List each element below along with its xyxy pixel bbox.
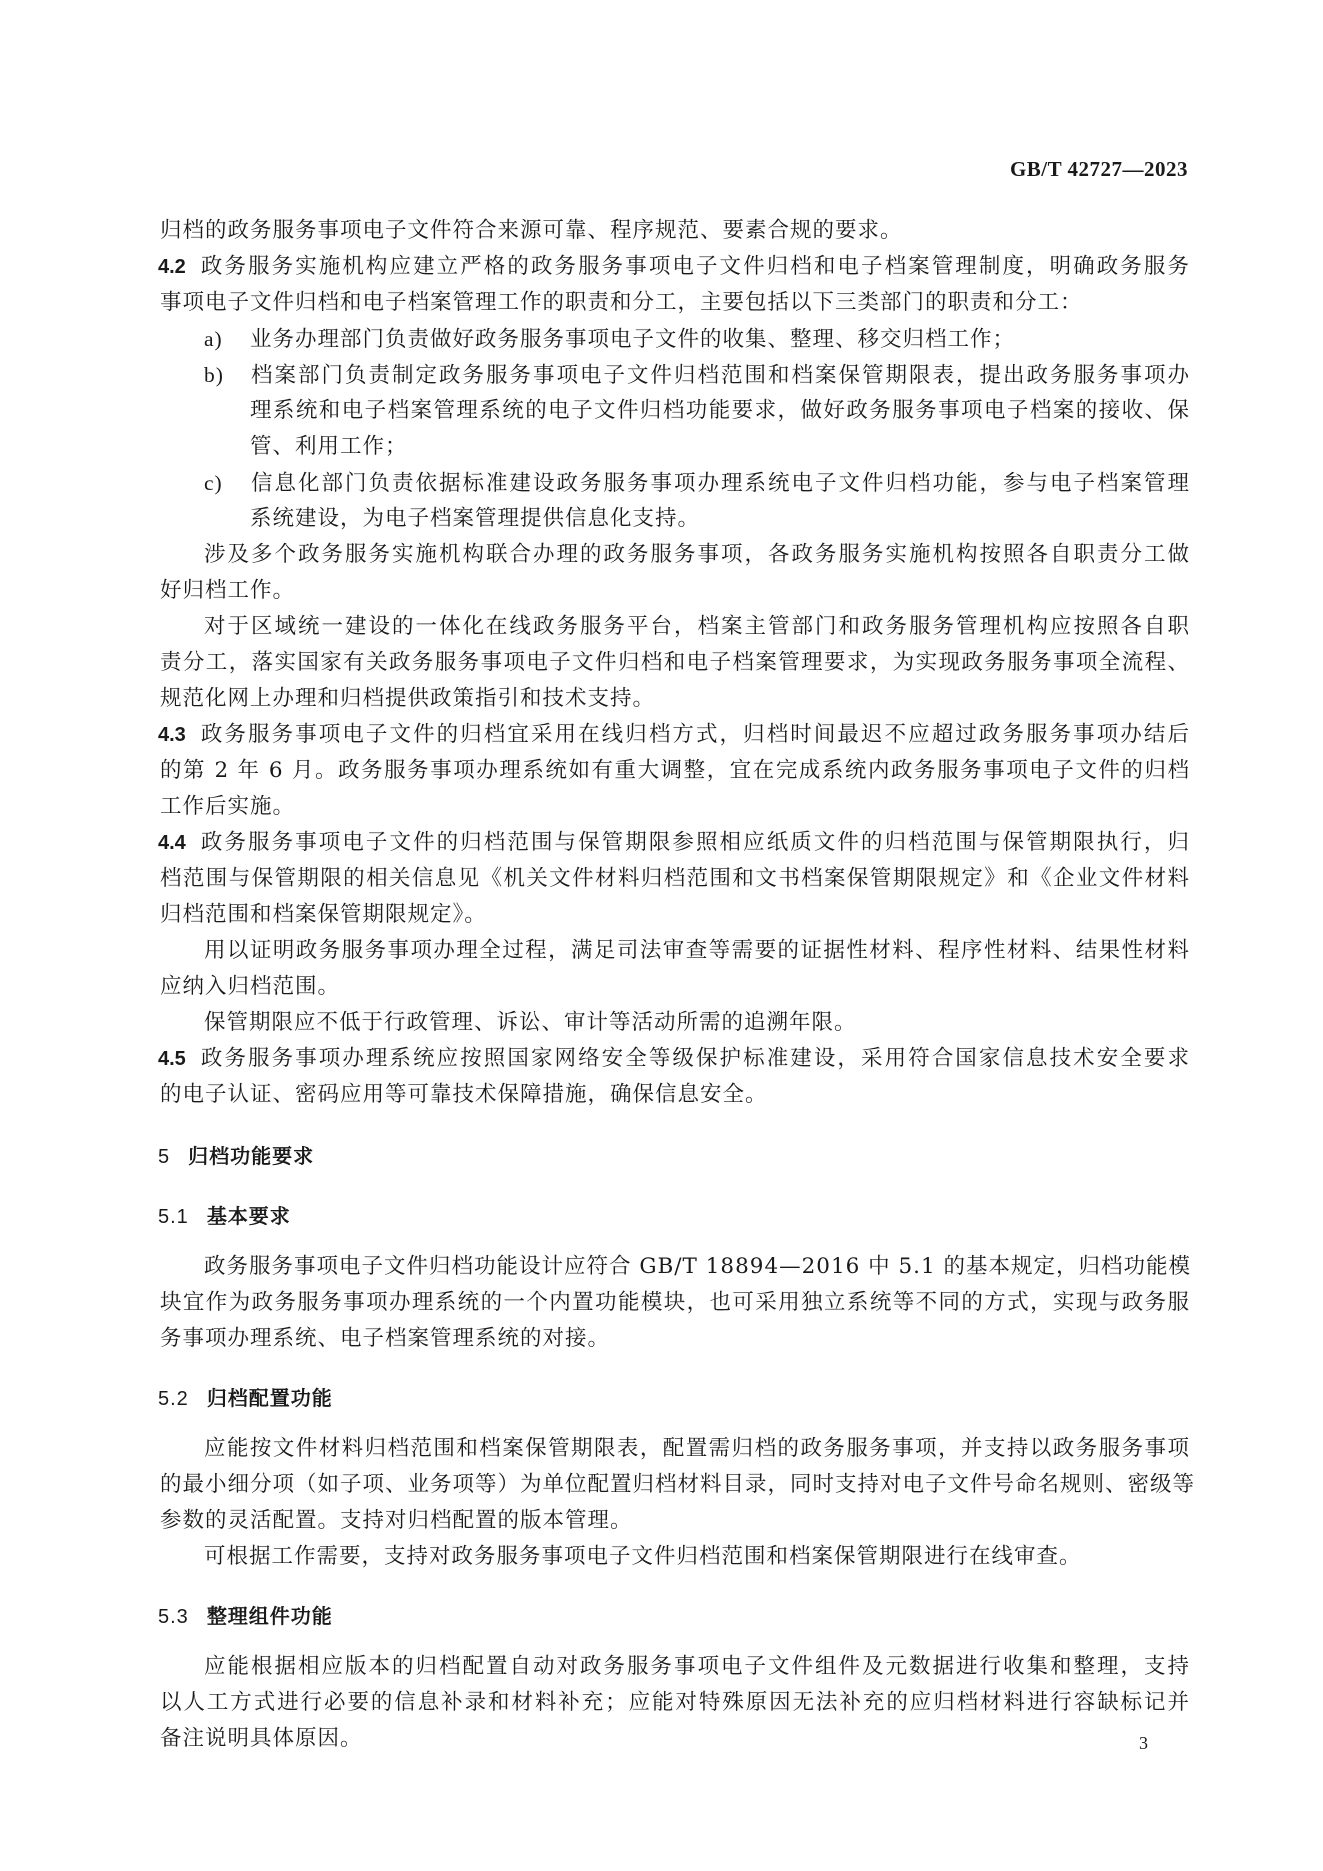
paragraph-line: 涉及多个政务服务实施机构联合办理的政务服务事项，各政务服务实施机构按照各自职责分工做 [204,542,1190,567]
clause-number: 4.3 [158,724,186,746]
list-item-a: a) 业务办理部门负责做好政务服务事项电子文件的收集、整理、移交归档工作； [204,324,1015,355]
paragraph-line: 责分工，落实国家有关政务服务事项电子文件归档和电子档案管理要求，为实现政务服务事项全流程、 [160,650,1190,675]
paragraph-line: 保管期限应不低于行政管理、诉讼、审计等活动所需的追溯年限。 [204,1010,857,1035]
section-heading-5-1: 5.1 基本要求 [158,1206,291,1228]
paragraph-line: 的最小细分项（如子项、业务项等）为单位配置归档材料目录，同时支持对电子文件号命名规则、密级等 [160,1472,1196,1497]
paragraph-line: 块宜作为政务服务事项办理系统的一个内置功能模块，也可采用独立系统等不同的方式，实现与政务服 [160,1290,1190,1315]
paragraph-line: 归档的政务服务事项电子文件符合来源可靠、程序规范、要素合规的要求。 [160,218,903,243]
paragraph-line: 档范围与保管期限的相关信息见《机关文件材料归档范围和文书档案保管期限规定》和《企业文件材料 [160,866,1190,891]
clause-4-3-line: 4.3 政务服务事项电子文件的归档宜采用在线归档方式，归档时间最迟不应超过政务服务事项办结后 [158,722,1190,747]
paragraph-line: 务事项办理系统、电子档案管理系统的对接。 [160,1326,611,1351]
item-label: b) [204,363,224,387]
paragraph-line: 可根据工作需要，支持对政务服务事项电子文件归档范围和档案保管期限进行在线审查。 [204,1544,1082,1569]
paragraph-line: 以人工方式进行必要的信息补录和材料补充；应能对特殊原因无法补充的应归档材料进行容缺标记并 [160,1690,1190,1715]
section-heading-5-3: 5.3 整理组件功能 [158,1606,333,1628]
paragraph-line: 备注说明具体原因。 [160,1726,363,1751]
list-item-b: b) 档案部门负责制定政务服务事项电子文件归档范围和档案保管期限表，提出政务服务事项办 [204,360,1190,391]
clause-number: 4.4 [158,832,186,854]
item-label: a) [204,327,223,351]
paragraph-line: 应纳入归档范围。 [160,974,341,999]
paragraph-line: 政务服务事项电子文件归档功能设计应符合 GB/T 18894—2016 中 5.1 的基本规定，归档功能模 [204,1254,1192,1279]
paragraph-line: 归档范围和档案保管期限规定》。 [160,902,487,927]
section-heading-5-2: 5.2 归档配置功能 [158,1388,333,1410]
paragraph-line: 的第 2 年 6 月。政务服务事项办理系统如有重大调整，宜在完成系统内政务服务事项电子文件的归档 [160,758,1190,783]
paragraph-line: 系统建设，为电子档案管理提供信息化支持。 [250,506,701,531]
paragraph-line: 对于区域统一建设的一体化在线政务服务平台，档案主管部门和政务服务管理机构应按照各自职 [204,614,1190,639]
paragraph-line: 规范化网上办理和归档提供政策指引和技术支持。 [160,686,656,711]
item-label: c) [204,471,223,495]
paragraph-line: 参数的灵活配置。支持对归档配置的版本管理。 [160,1508,633,1533]
paragraph-line: 应能根据相应版本的归档配置自动对政务服务事项电子文件组件及元数据进行收集和整理，支持 [204,1654,1190,1679]
paragraph-line: 理系统和电子档案管理系统的电子文件归档功能要求，做好政务服务事项电子档案的接收、保 [250,398,1190,423]
paragraph-line: 管、利用工作； [250,434,408,459]
paragraph-line: 的电子认证、密码应用等可靠技术保障措施，确保信息安全。 [160,1082,768,1107]
clause-number: 4.2 [158,256,186,278]
clause-4-4-line: 4.4 政务服务事项电子文件的归档范围与保管期限参照相应纸质文件的归档范围与保管期限执行，归 [158,830,1190,855]
clause-4-5-line: 4.5 政务服务事项办理系统应按照国家网络安全等级保护标准建设，采用符合国家信息技术安全要求 [158,1046,1190,1071]
clause-4-2-line: 4.2 政务服务实施机构应建立严格的政务服务事项电子文件归档和电子档案管理制度，明确政务服务 [158,254,1190,279]
list-item-c: c) 信息化部门负责依据标准建设政务服务事项办理系统电子文件归档功能，参与电子档案管理 [204,468,1190,499]
standard-number: GB/T 42727—2023 [1009,157,1188,181]
clause-number: 4.5 [158,1048,186,1070]
paragraph-line: 应能按文件材料归档范围和档案保管期限表，配置需归档的政务服务事项，并支持以政务服务事项 [204,1436,1190,1461]
paragraph-line: 工作后实施。 [160,794,296,819]
paragraph-line: 用以证明政务服务事项办理全过程，满足司法审查等需要的证据性材料、程序性材料、结果性材料 [204,938,1190,963]
paragraph-line: 好归档工作。 [160,578,296,603]
section-heading-5: 5 归档功能要求 [158,1146,315,1168]
paragraph-line: 事项电子文件归档和电子档案管理工作的职责和分工，主要包括以下三类部门的职责和分工： [160,290,1083,315]
page-number: 3 [1139,1733,1148,1753]
